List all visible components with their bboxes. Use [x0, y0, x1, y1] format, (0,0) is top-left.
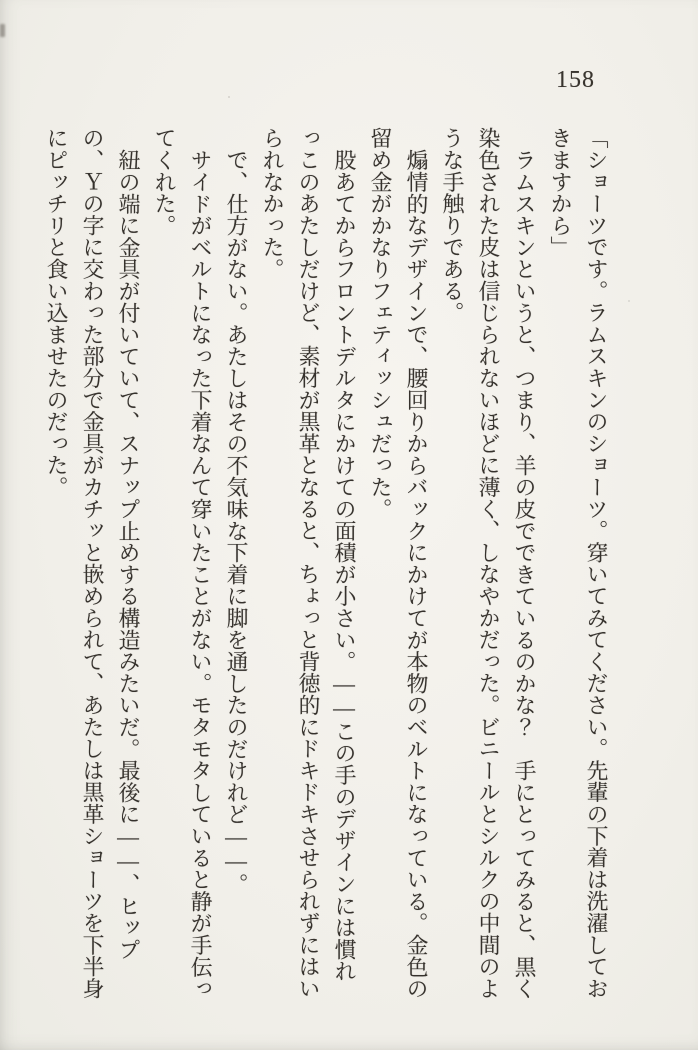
paragraph: で、仕方がない。あたしはその不気味な下着に脚を通したのだけれど――。: [224, 148, 248, 895]
paragraph: 紐の端に金具が付いていて、スナップ止めする構造みたいだ。最後に――、ヒップの、Ｙの字に交わった部分で金具がカチッと嵌められて、あたしは黒革ショーツを下半身にピッチリと食い込ませたのだった。: [44, 127, 140, 999]
paragraph-dialogue: 「ショーツです。ラムスキンのショーツ。穿いてみてください。先輩の下着は洗濯しておきますから」: [548, 127, 608, 999]
body-text: [36, 127, 614, 1003]
scan-artifact: [628, 300, 630, 302]
scan-artifact: [228, 96, 230, 98]
paragraph: 股あてからフロントデルタにかけての面積が小さい。――この手のデザインには慣れっこのあたしだけど、素材が黒革となると、ちょっと背徳的にドキドキさせられずにはいられなかった。: [260, 127, 356, 999]
paragraph: サイドがベルトになった下着なんて穿いたことがない。モタモタしていると静が手伝ってくれた。: [152, 127, 212, 999]
paragraph: 煽情的なデザインで、腰回りからバックにかけてが本物のベルトになっている。金色の留め金がかなりフェティッシュだった。: [368, 127, 428, 999]
scan-artifact: [0, 24, 5, 37]
page-number: 158: [556, 67, 595, 93]
paragraph: ラムスキンというと、つまり、羊の皮でできているのかな？ 手にとってみると、黒く染色された皮は信じられないほどに薄く、しなやかだった。ビニールとシルクの中間のような手触りである。: [440, 127, 536, 999]
